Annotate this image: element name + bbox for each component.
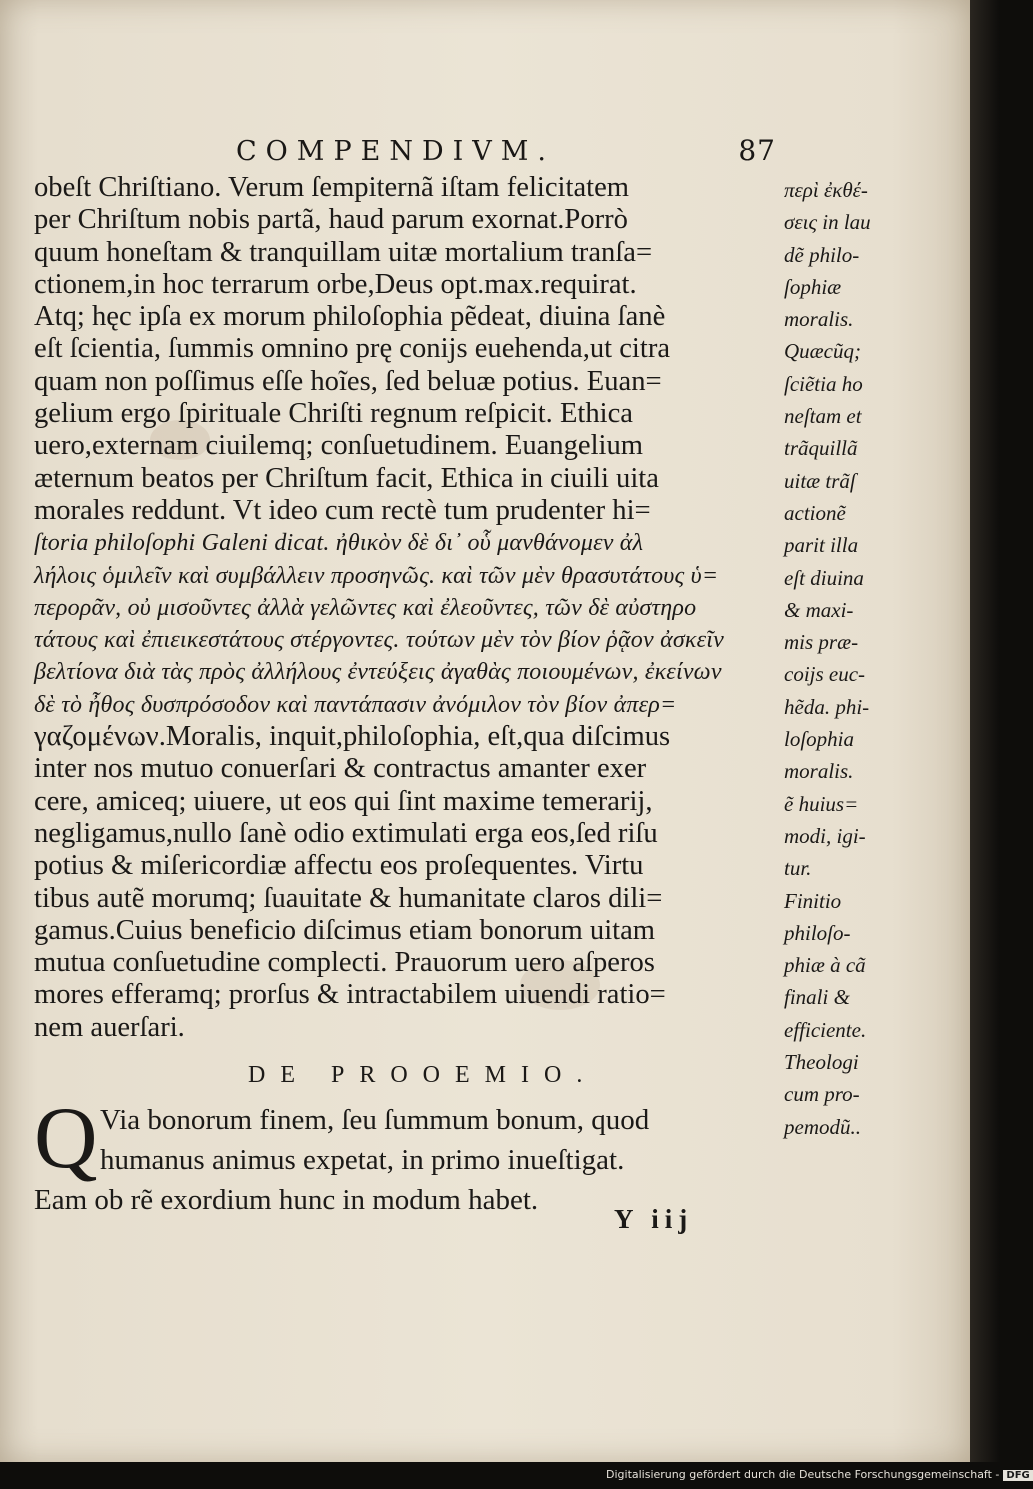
margin-note-line: loſophia [784,727,855,752]
signature-mark: Y iij [614,1204,694,1234]
chapter-line: Eam ob rẽ exordium hunc in modum habet. [34,1184,539,1216]
text-line: potius & miſericordiæ affectu eos proſequentes. Virtu [34,850,644,882]
margin-note-line: cum pro- [784,1082,860,1107]
margin-note-line: Quæcũq; [784,339,861,364]
chapter-opening [34,1090,778,1220]
text-line: per Chriſtum nobis partã, haud parum exornat.Porrò [34,204,628,236]
text-line: quum honeſtam & tranquillam uitæ mortalium tranſa= [34,236,653,268]
margin-note-line: trãquillã [784,436,858,461]
text-line: περορᾶν, οὐ μισοῦντες ἀλλὰ γελῶντες καὶ ἐλεοῦντες, τῶν δὲ αὐστηρο [34,594,697,621]
text-line: eſt ſcientia, ſummis omnino prę conijs euehenda,ut citra [34,333,671,365]
text-line: æternum beatos per Chriſtum facit, Ethica in ciuili uita [34,462,659,494]
text-line: ctionem,in hoc terrarum orbe,Deus opt.max.requirat. [34,268,637,300]
text-line: δὲ τὸ ἦθος δυσπρόσοδον καὶ παντάπασιν ἀνόμιλον τὸν βίον ἀπερ= [34,691,677,718]
running-title: COMPENDIVM. [236,136,555,167]
text-line: inter nos mutuo conuerſari & contractus amanter exer [34,753,647,785]
margin-note-line: eſt diuina [784,565,864,590]
text-line: tibus autẽ morumq; ſuauitate & humanitate claros dili= [34,882,663,914]
text-line: γαζομένων.Moralis, inquit,philoſophia, eſt,qua diſcimus [34,721,671,753]
margin-note-line: actionẽ [784,500,846,525]
marginal-notes [784,174,880,1143]
margin-note-line: & maxi- [784,597,854,622]
text-line: obeſt Chriſtiano. Verum ſempiternã iſtam felicitatem [34,172,630,203]
margin-note-line: hẽda. phi- [784,694,870,719]
margin-note-line: tur. [784,856,812,881]
text-line: Atq; hęc ipſa ex morum philoſophia pẽdeat, diuina ſanè [34,301,666,333]
text-line: uero,externam ciuilemq; conſuetudinem. Euangelium [34,430,644,462]
text-line: τάτους καὶ ἐπιεικεστάτους στέργοντες. τούτων μὲν τὸν βίον ῥᾷον ἀσκεῖν [34,627,724,654]
margin-note-line: moralis. [784,307,854,332]
page-number: 87 [738,134,776,167]
text-line: gamus.Cuius beneficio diſcimus etiam bonorum uitam [34,914,656,946]
text-line: βελτίονα διὰ τὰς πρὸς ἀλλήλους ἐντεύξεις ἀγαθὰς ποιουμένων, ἐκείνων [34,659,722,686]
margin-note-line: ſciẽtia ho [784,371,863,396]
page-edge-shadow [970,0,1000,1462]
drop-cap: Q [34,1090,98,1187]
margin-note-line: mis præ- [784,630,859,655]
text-line: morales reddunt. Vt ideo cum rectè tum prudenter hi= [34,494,651,526]
margin-note-line: coijs euc- [784,662,866,687]
margin-note-line: σεις in lau [784,210,871,235]
margin-note-line: neſtam et [784,404,862,429]
margin-note-line: ẽ huius= [784,791,859,816]
margin-note-line: finali & [784,985,850,1010]
margin-note-line: ſophiæ [784,274,842,299]
text-line: ſtoria philoſophi Galeni dicat. ἠθικὸν δὲ δι᾽ οὗ μανθάνομεν ἀλ [34,530,644,557]
text-line: cere, amiceq; uiuere, ut eos qui ſint maxime temerarij, [34,785,653,817]
margin-note-line: parit illa [784,533,859,558]
margin-note-line: efficiente. [784,1017,867,1042]
margin-note-line: modi, igi- [784,823,866,848]
text-line: negligamus,nullo ſanè odio extimulati erga eos,ſed riſu [34,817,658,849]
chapter-line: humanus animus expetat, in primo inueſtigat. [100,1144,625,1176]
text-line: mutua conſuetudine complecti. Prauorum uero aſperos [34,947,655,979]
margin-note-line: phiæ à cã [784,953,866,978]
margin-note-line: dẽ philo- [784,242,860,267]
credit-text: Digitalisierung gefördert durch die Deutsche Forschungsgemeinschaft - [606,1468,1000,1481]
margin-note-line: περὶ ἐκθέ- [784,178,868,202]
dfg-logo: DFG [1003,1470,1032,1481]
running-header [236,136,776,170]
margin-note-line: Finitio [784,888,842,913]
margin-note-line: Theologi [784,1050,859,1075]
chapter-line: Via bonorum finem, ſeu ſummum bonum, quod [100,1104,650,1136]
digitization-credit [606,1468,1033,1486]
text-line: mores efferamq; prorſus & intractabilem uiuendi ratio= [34,979,666,1011]
main-text-block [34,172,778,1044]
margin-note-line: uitæ trãſ [784,468,856,493]
margin-note-line: moralis. [784,759,854,784]
text-line: λήλοις ὁμιλεῖν καὶ συμβάλλειν προσηνῶς. καὶ τῶν μὲν θρασυτάτους ὑ= [34,562,719,589]
margin-note-line: philoſo- [784,920,851,945]
text-line: gelium ergo ſpirituale Chriſti regnum reſpicit. Ethica [34,398,633,430]
text-line: quam non poſſimus eſſe hoĩes, ſed beluæ potius. Euan= [34,365,662,397]
margin-note-line: pemodũ.. [784,1114,861,1139]
text-line: nem auerſari. [34,1011,185,1043]
section-heading: DE PROOEMIO. [248,1062,598,1088]
